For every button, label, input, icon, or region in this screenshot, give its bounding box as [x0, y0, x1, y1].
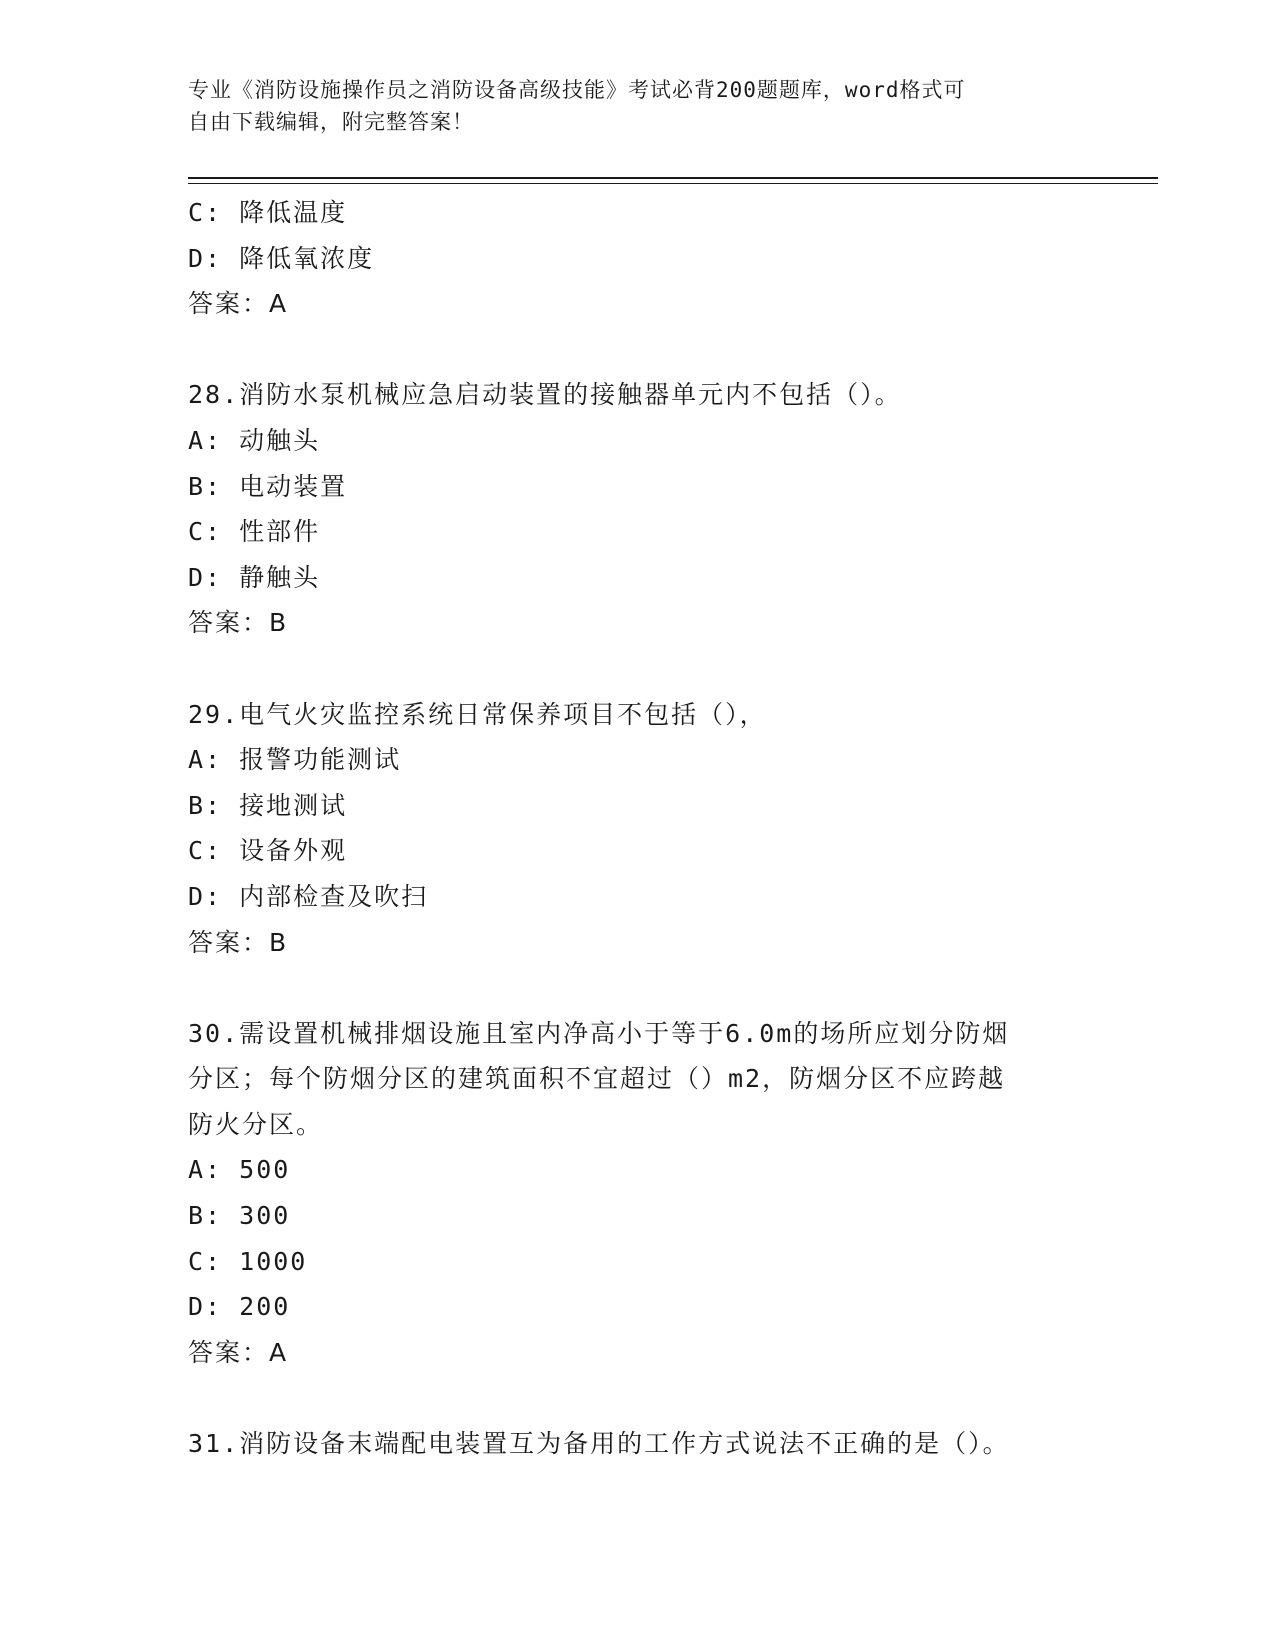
option-c: C: 1000 — [188, 1246, 308, 1276]
option-d: D: 200 — [188, 1292, 291, 1322]
option-a: A: 500 — [188, 1155, 291, 1185]
question-30 — [188, 1011, 1068, 1376]
question-stem: 31.消防设备末端配电装置互为备用的工作方式说法不正确的是（）。 — [188, 1429, 1010, 1459]
option-d: D: 内部检查及吹扫 — [188, 881, 429, 911]
spacer — [188, 327, 1068, 373]
header-line-1: 专业《消防设施操作员之消防设备高级技能》考试必背200题题库，word格式可 — [188, 78, 966, 102]
question-31 — [188, 1421, 1068, 1467]
option-c: C: 性部件 — [188, 517, 321, 547]
option-d: D: 静触头 — [188, 562, 321, 592]
option-a: A: 报警功能测试 — [188, 745, 402, 775]
header-divider-thin — [188, 183, 1158, 184]
option-a: A: 动触头 — [188, 425, 321, 455]
spacer — [188, 965, 1068, 1011]
option-c: C: 设备外观 — [188, 836, 348, 866]
answer-label: 答案：A — [188, 1337, 289, 1367]
option-b: B: 接地测试 — [188, 790, 348, 820]
option-c: C: 降低温度 — [188, 198, 348, 227]
question-27 — [188, 190, 1068, 327]
answer-label: 答案：B — [188, 927, 289, 957]
option-b: B: 300 — [188, 1201, 291, 1231]
question-stem: 29.电气火灾监控系统日常保养项目不包括（）， — [188, 699, 767, 729]
question-stem-line-3: 防火分区。 — [188, 1109, 324, 1139]
header-divider-thick — [188, 177, 1158, 179]
spacer — [188, 646, 1068, 692]
header-line-2: 自由下载编辑，附完整答案！ — [188, 110, 474, 134]
question-stem-line-2: 分区；每个防烟分区的建筑面积不宜超过（）m2，防烟分区不应跨越 — [188, 1064, 1006, 1094]
question-list — [188, 190, 1068, 1467]
question-stem-line-1: 30.需设置机械排烟设施且室内净高小于等于6.0m的场所应划分防烟 — [188, 1018, 1010, 1048]
option-b: B: 电动装置 — [188, 471, 348, 501]
question-stem: 28.消防水泵机械应急启动装置的接触器单元内不包括（）。 — [188, 380, 902, 410]
answer-label: 答案：A — [188, 289, 289, 319]
question-28 — [188, 372, 1068, 646]
question-29 — [188, 692, 1068, 966]
spacer — [188, 1375, 1068, 1421]
document-header — [188, 74, 1068, 138]
option-d: D: 降低氧浓度 — [188, 243, 375, 273]
answer-label: 答案：B — [188, 608, 289, 638]
